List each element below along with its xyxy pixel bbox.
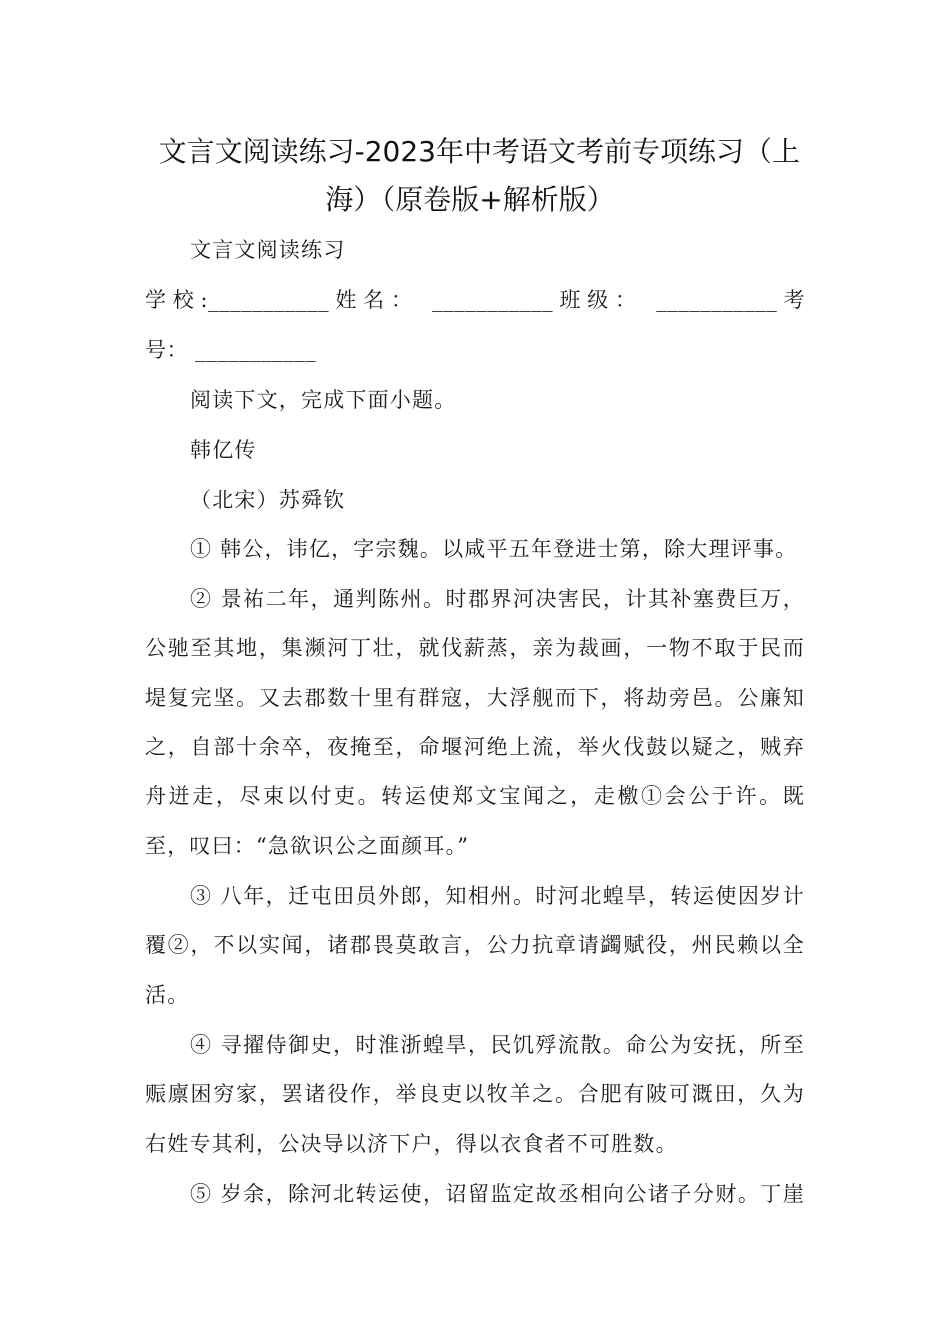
passage-line: 舟迸走，尽束以付吏。转运使郑文宝闻之，走檄①会公于许。既	[145, 784, 805, 808]
passage-line: ④ 寻擢侍御史，时淮浙蝗旱，民饥殍流散。命公为安抚，所至	[190, 1033, 805, 1057]
student-info-line1: 学校:___________姓名： ___________班级： ___________考	[145, 288, 805, 312]
passage-line: 堤复完坚。又去郡数十里有群寇，大浮舰而下，将劫旁邑。公廉知	[145, 686, 805, 710]
passage-line: 覆②，不以实闻，诸郡畏莫敢言，公力抗章请蠲赋役，州民赖以全	[145, 933, 805, 957]
document-title-line2: 海）（原卷版+解析版）	[325, 183, 615, 216]
passage-line: ① 韩公，讳亿，字宗魏。以咸平五年登进士第，除大理评事。	[190, 537, 798, 561]
student-info-line2: 号： ___________	[145, 338, 317, 362]
passage-line: ③ 八年，迁屯田员外郎，知相州。时河北蝗旱，转运使因岁计	[190, 884, 805, 908]
passage-line: ⑤ 岁余，除河北转运使，诏留监定故丞相向公诸子分财。丁崖	[190, 1182, 805, 1206]
passage-author: （北宋）苏舜钦	[190, 488, 346, 512]
passage-line: 公驰至其地，集濒河丁壮，就伐薪蒸，亲为裁画，一物不取于民而	[145, 636, 805, 660]
passage-line: 之，自部十余卒，夜掩至，命堰河绝上流，举火伐鼓以疑之，贼弃	[145, 735, 805, 759]
passage-line: 至，叹曰：“急欲识公之面颜耳。”	[145, 834, 470, 858]
section-subtitle: 文言文阅读练习	[190, 238, 346, 262]
passage-line: ② 景祐二年，通判陈州。时郡界河决害民，计其补塞费巨万，	[190, 587, 805, 611]
instruction-text: 阅读下文，完成下面小题。	[190, 388, 457, 412]
passage-line: 活。	[145, 983, 190, 1007]
passage-line: 赈廪困穷家，罢诸役作，举良吏以牧羊之。合肥有陂可溉田，久为	[145, 1082, 805, 1106]
passage-line: 右姓专其利，公决导以济下户，得以衣食者不可胜数。	[145, 1132, 678, 1156]
passage-title: 韩亿传	[190, 438, 257, 462]
document-title-line1: 文言文阅读练习-2023年中考语文考前专项练习（上	[158, 135, 800, 168]
